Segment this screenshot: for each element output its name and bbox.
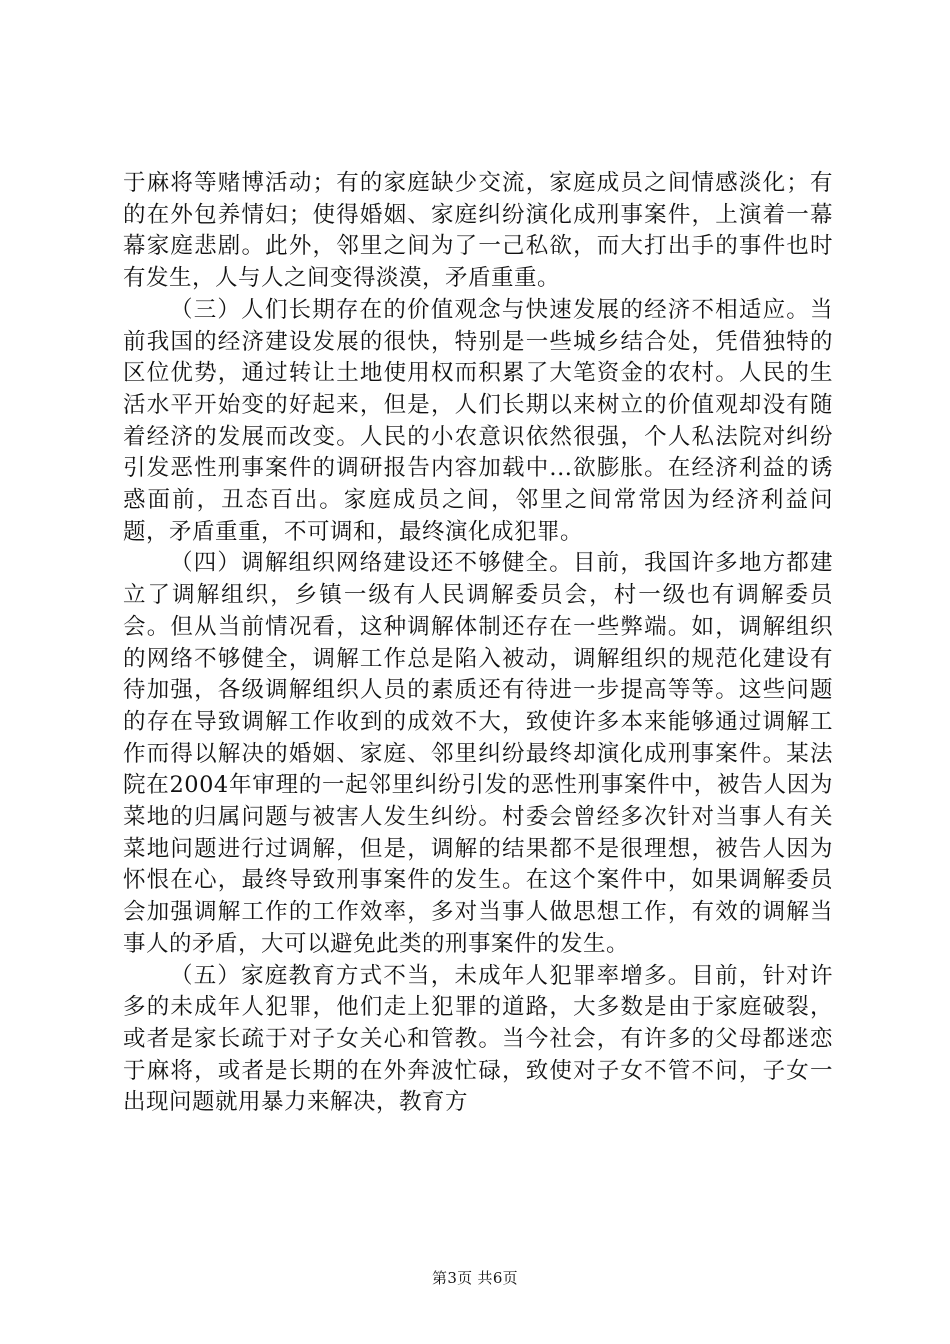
paragraph-section-3: （三）人们长期存在的价值观念与快速发展的经济不相适应。当前我国的经济建设发展的很快，特别是一些城乡结合处，凭借独特的区位优势，通过转让土地使用权而积累了大笔资金的农村。人民的生活水平开始变的好起来，但是，人们长期以来树立的价值观却没有随着经济的发展而改变。人民的小农意识依然很强，个人私法院对纠纷引发恶性刑事案件的调研报告内容加载中...欲膨胀。在经济利益的诱惑面前，丑态百出。家庭成员之间，邻里之间常常因为经济利益问题，矛盾重重，不可调和，最终演化成犯罪。 [123, 296, 833, 545]
paragraph-continuation: 于麻将等赌博活动；有的家庭缺少交流，家庭成员之间情感淡化；有的在外包养情妇；使得婚姻、家庭纠纷演化成刑事案件，上演着一幕幕家庭悲剧。此外，邻里之间为了一己私欲，而大打出手的事件也时有发生，人与人之间变得淡漠，矛盾重重。 [123, 170, 833, 292]
paragraph-section-4: （四）调解组织网络建设还不够健全。目前，我国许多地方都建立了调解组织，乡镇一级有人民调解委员会，村一级也有调解委员会。但从当前情况看，这种调解体制还存在一些弊端。如，调解组织的网络不够健全，调解工作总是陷入被动，调解组织的规范化建设有待加强，各级调解组织人员的素质还有待进一步提高等等。这些问题的存在导致调解工作收到的成效不大，致使许多本来能够通过调解工作而得以解决的婚姻、家庭、邻里纠纷最终却演化成刑事案件。某法院在2004年审理的一起邻里纠纷引发的恶性刑事案件中，被告人因为菜地的归属问题与被害人发生纠纷。村委会曾经多次针对当事人有关菜地问题进行过调解，但是，调解的结果都不是很理想，被告人因为怀恨在心，最终导致刑事案件的发生。在这个案件中，如果调解委员会加强调解工作的工作效率，多对当事人做思想工作，有效的调解当事人的矛盾，大可以避免此类的刑事案件的发生。 [123, 550, 833, 957]
page-number-footer: 第3页 共6页 [432, 1269, 518, 1287]
document-body [123, 168, 833, 1119]
paragraph-section-5: （五）家庭教育方式不当，未成年人犯罪率增多。目前，针对许多的未成年人犯罪，他们走上犯罪的道路，大多数是由于家庭破裂，或者是家长疏于对子女关心和管教。当今社会，有许多的父母都迷恋于麻将，或者是长期的在外奔波忙碌，致使对子女不管不问，子女一出现问题就用暴力来解决，教育方 [123, 962, 833, 1116]
